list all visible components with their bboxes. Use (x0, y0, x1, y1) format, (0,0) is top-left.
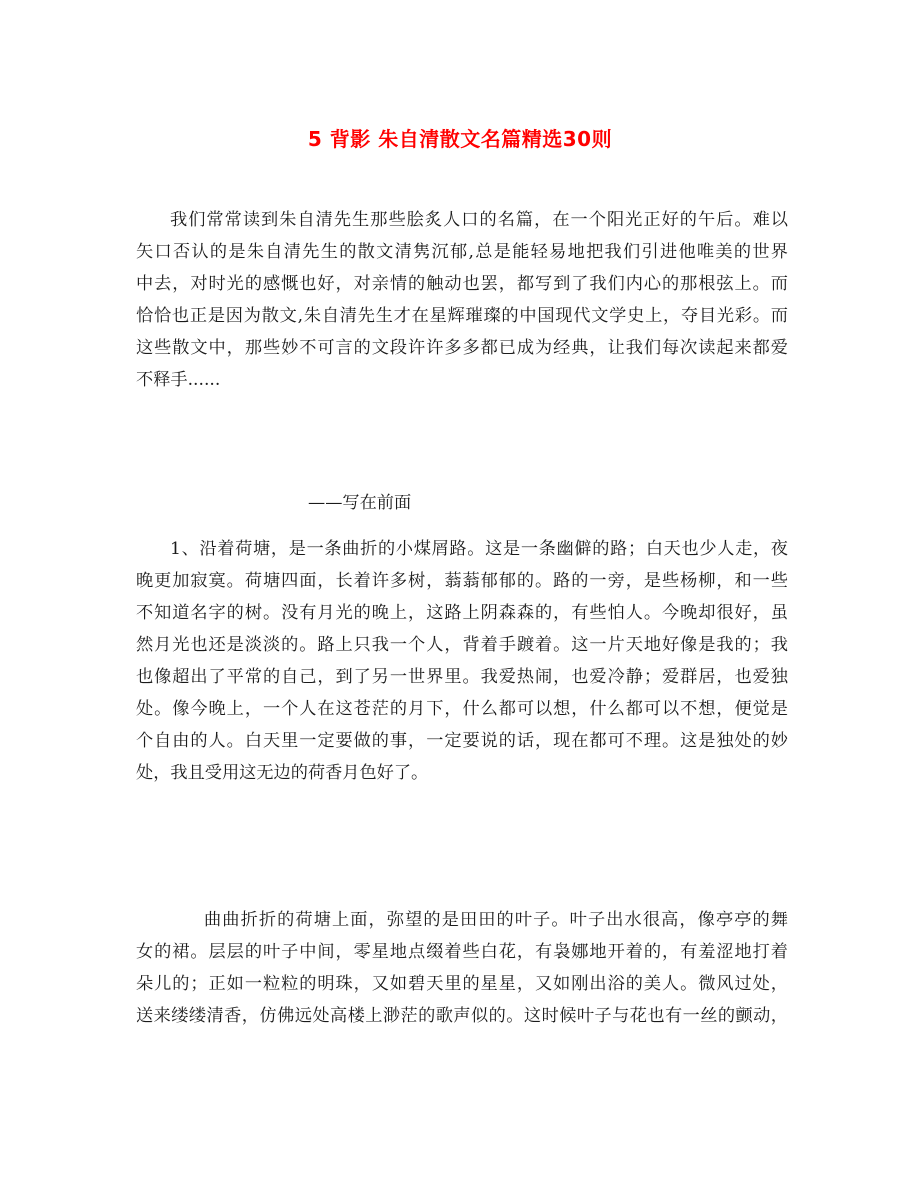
paragraph-1-line-6: 处。像今晚上，一个人在这苍茫的月下，什么都可以想，什么都可以不想，便觉是 (136, 699, 788, 719)
paragraph-2-line-3: 朵儿的；正如一粒粒的明珠，又如碧天里的星星，又如刚出浴的美人。微风过处， (136, 974, 788, 994)
paragraph-1-line-3: 不知道名字的树。没有月光的晚上，这路上阴森森的，有些怕人。今晚却很好，虽 (136, 603, 788, 623)
intro-line-2: 矢口否认的是朱自清先生的散文清隽沉郁,总是能轻易地把我们引进他唯美的世界 (136, 242, 788, 262)
paragraph-1-line-1: 1、沿着荷塘，是一条曲折的小煤屑路。这是一条幽僻的路；白天也少人走，夜 (170, 539, 788, 559)
paragraph-1-line-8: 处，我且受用这无边的荷香月色好了。 (136, 763, 429, 783)
paragraph-1-line-7: 个自由的人。白天里一定要做的事，一定要说的话，现在都可不理。这是独处的妙 (136, 731, 788, 751)
intro-line-4: 恰恰也正是因为散文,朱自清先生才在星辉璀璨的中国现代文学史上，夺目光彩。而 (136, 306, 788, 326)
paragraph-2 (136, 904, 788, 1032)
intro-line-3: 中去，对时光的感慨也好，对亲情的触动也罢，都写到了我们内心的那根弦上。而 (136, 274, 788, 294)
intro-line-5: 这些散文中，那些妙不可言的文段许许多多都已成为经典，让我们每次读起来都爱 (136, 338, 788, 358)
paragraph-1-line-5: 也像超出了平常的自己，到了另一世界里。我爱热闹，也爱冷静；爱群居，也爱独 (136, 667, 788, 687)
paragraph-1-line-4: 然月光也还是淡淡的。路上只我一个人，背着手踱着。这一片天地好像是我的；我 (136, 635, 788, 655)
paragraph-1-line-2: 晚更加寂寞。荷塘四面，长着许多树，蓊蓊郁郁的。路的一旁，是些杨柳，和一些 (136, 571, 788, 591)
paragraph-2-line-2: 女的裙。层层的叶子中间，零星地点缀着些白花，有袅娜地开着的，有羞涩地打着 (136, 942, 788, 962)
intro-paragraph (136, 204, 788, 396)
intro-line-6: 不释手...... (136, 370, 221, 390)
document-title: 5 背影 朱自清散文名篇精选30则 (307, 127, 613, 151)
preface-signature: ——写在前面 (308, 493, 412, 513)
paragraph-2-line-1: 曲曲折折的荷塘上面，弥望的是田田的叶子。叶子出水很高，像亭亭的舞 (204, 910, 788, 930)
intro-line-1: 我们常常读到朱自清先生那些脍炙人口的名篇，在一个阳光正好的午后。难以 (170, 210, 788, 230)
paragraph-1 (136, 533, 788, 789)
paragraph-2-line-4: 送来缕缕清香，仿佛远处高楼上渺茫的歌声似的。这时候叶子与花也有一丝的颤动， (136, 1006, 788, 1026)
